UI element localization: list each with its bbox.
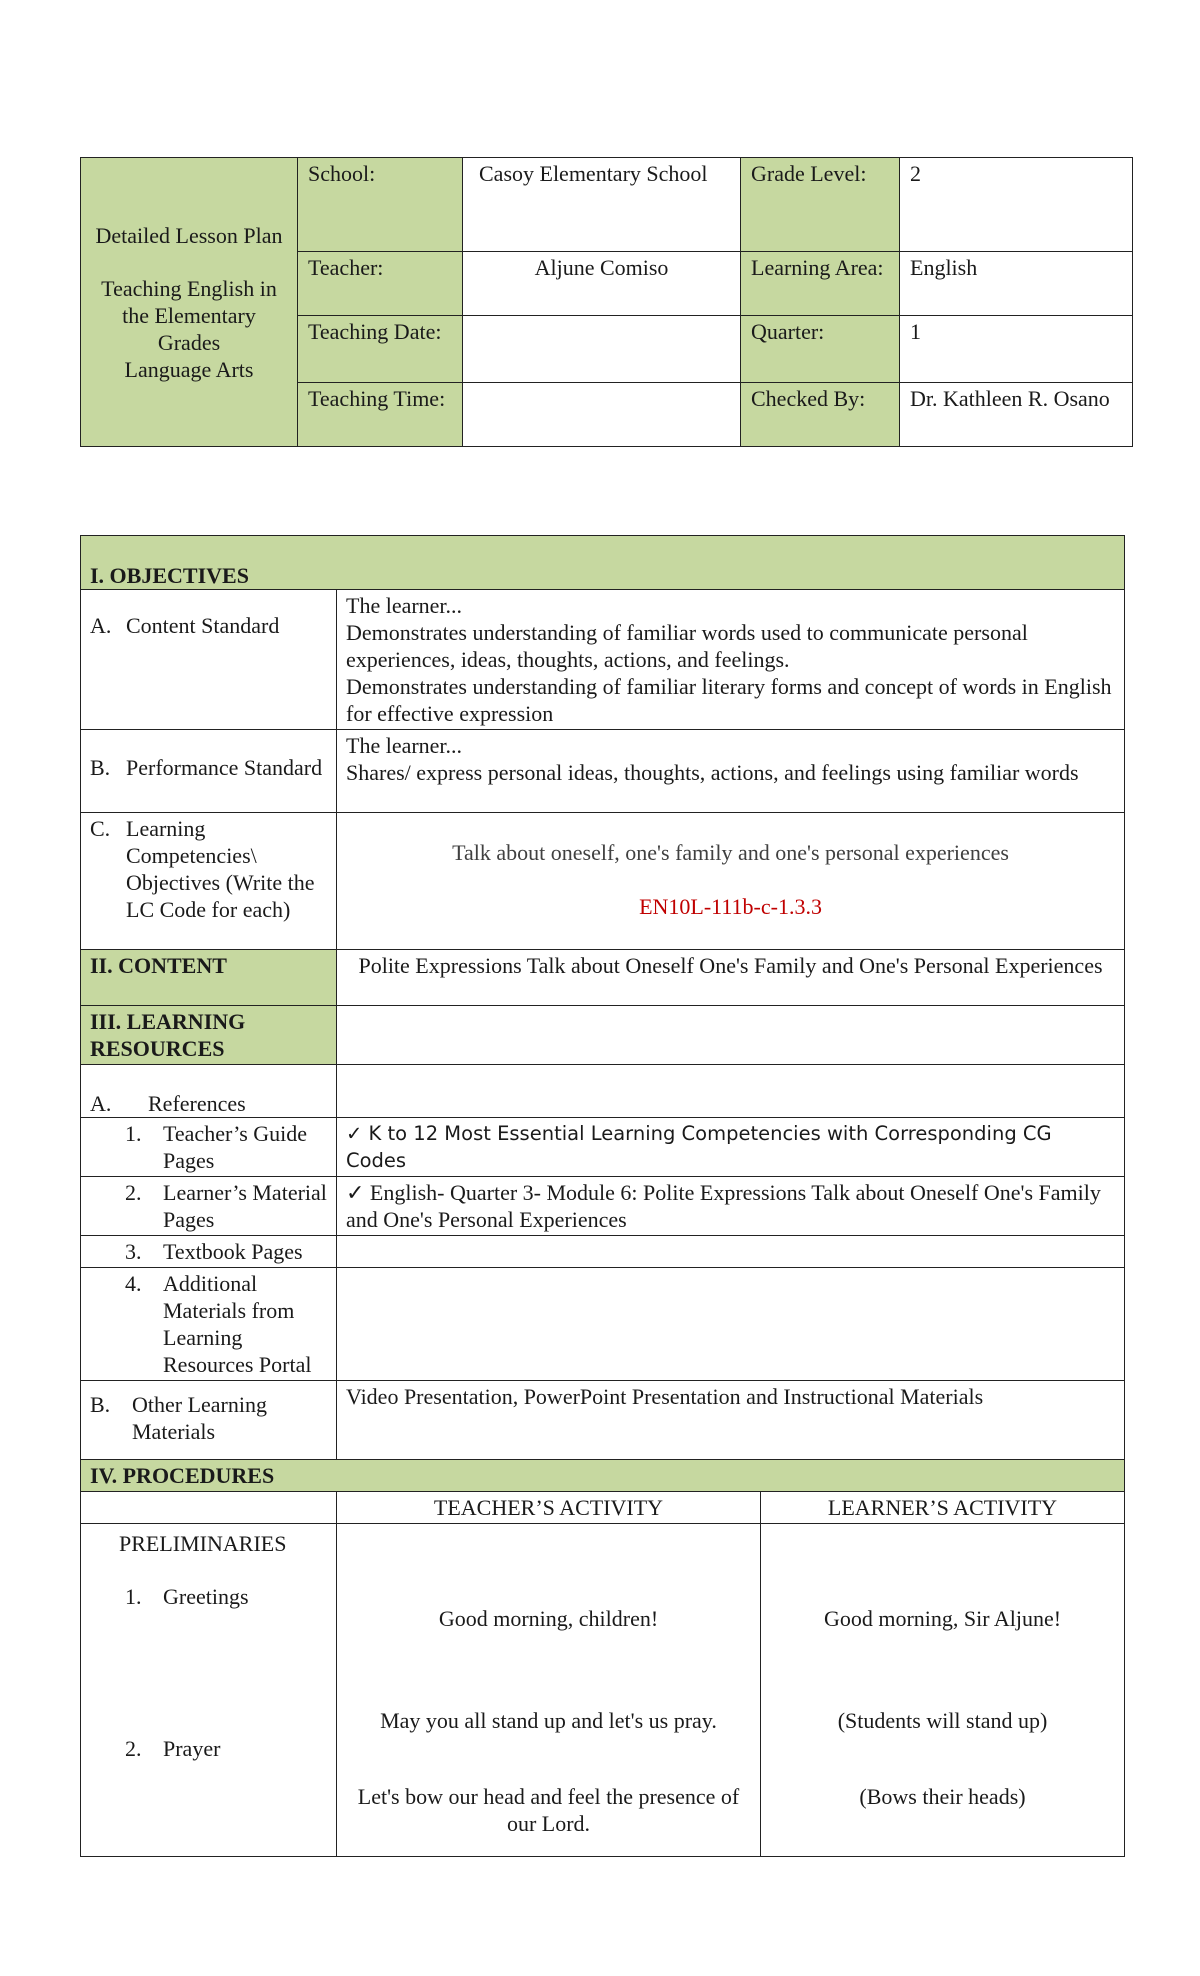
- prayer-label: Prayer: [163, 1736, 221, 1761]
- school-label: School:: [298, 158, 463, 252]
- content-standard-line: Demonstrates understanding of familiar words used to communicate personal experiences, ideas, thoughts, actions, and feelings.: [346, 620, 1028, 672]
- checked-value: Dr. Kathleen R. Osano: [900, 383, 1133, 447]
- quarter-label: Quarter:: [741, 316, 900, 383]
- content-heading: II. CONTENT: [81, 950, 337, 1006]
- plan-subject: Language Arts: [124, 356, 254, 382]
- references-marker: A.: [90, 1091, 112, 1116]
- learner-greeting: Good morning, Sir Aljune!: [823, 1606, 1062, 1631]
- checked-label: Checked By:: [741, 383, 900, 447]
- grade-label: Grade Level:: [741, 158, 900, 252]
- preliminaries-cell: [81, 1524, 337, 1857]
- learner-prayer-1: (Students will stand up): [837, 1708, 1048, 1733]
- content-standard-line: Demonstrates understanding of familiar literary forms and concept of words in English for effective expression: [346, 674, 1112, 726]
- resource-item-label: Teacher’s Guide Pages: [163, 1121, 308, 1173]
- prayer-num: 2.: [125, 1736, 142, 1761]
- resource-item-value: ✓ K to 12 Most Essential Learning Competencies with Corresponding CG Codes: [337, 1118, 1125, 1177]
- time-value: [463, 383, 741, 447]
- competencies-marker: C.: [90, 816, 111, 841]
- procedures-heading: IV. PROCEDURES: [81, 1460, 1125, 1492]
- resource-item-value: ✓ English- Quarter 3- Module 6: Polite Expressions Talk about Oneself One's Family and One's Personal Experiences: [337, 1177, 1125, 1236]
- resource-item: [81, 1177, 337, 1236]
- resource-item-value: [337, 1236, 1125, 1268]
- grade-value: 2: [900, 158, 1133, 252]
- resource-item: [81, 1268, 337, 1381]
- greetings-label: Greetings: [163, 1584, 249, 1609]
- content-standard-marker: A.: [90, 613, 112, 638]
- other-materials-marker: B.: [90, 1392, 111, 1417]
- performance-standard-label-text: Performance Standard: [126, 755, 323, 780]
- competencies-value: [337, 813, 1125, 950]
- learner-activity-cell: [761, 1524, 1125, 1857]
- teacher-activity-header: TEACHER’S ACTIVITY: [337, 1492, 761, 1524]
- competencies-code: EN10L-111b-c-1.3.3: [639, 894, 822, 919]
- resource-item-label: Learner’s Material Pages: [163, 1180, 327, 1232]
- performance-standard-marker: B.: [90, 755, 111, 780]
- teacher-activity-cell: [337, 1524, 761, 1857]
- greetings-step: [90, 1583, 249, 1610]
- learner-prayer-2: (Bows their heads): [859, 1784, 1026, 1809]
- resource-item-num: 3.: [125, 1239, 142, 1264]
- teacher-value: Aljune Comiso: [463, 252, 741, 316]
- teacher-label: Teacher:: [298, 252, 463, 316]
- prayer-step: [90, 1735, 220, 1762]
- teacher-prayer-2: Let's bow our head and feel the presence of our Lord.: [357, 1784, 740, 1836]
- references-label: [81, 1065, 337, 1118]
- plan-title-cell: [81, 158, 298, 447]
- area-value: English: [900, 252, 1133, 316]
- teacher-prayer-1: May you all stand up and let's us pray.: [380, 1708, 717, 1733]
- lesson-header-table: [80, 157, 1133, 447]
- resource-item-num: 1.: [125, 1121, 142, 1146]
- competencies-text: Talk about oneself, one's family and one's personal experiences: [452, 840, 1009, 865]
- resource-item-num: 2.: [125, 1180, 142, 1205]
- time-label: Teaching Time:: [298, 383, 463, 447]
- content-standard-value: [337, 590, 1125, 730]
- other-materials-value: Video Presentation, PowerPoint Presentation and Instructional Materials: [337, 1381, 1125, 1460]
- other-materials-label-text: Other Learning Materials: [132, 1392, 267, 1444]
- references-empty: [337, 1065, 1125, 1118]
- resource-item-label: Additional Materials from Learning Resources Portal: [163, 1271, 312, 1377]
- competencies-label: [81, 813, 337, 950]
- date-value: [463, 316, 741, 383]
- content-standard-label-text: Content Standard: [126, 613, 280, 638]
- performance-standard-value: [337, 730, 1125, 813]
- resource-item-value: [337, 1268, 1125, 1381]
- performance-standard-line: Shares/ express personal ideas, thoughts, actions, and feelings using familiar words: [346, 760, 1079, 785]
- procedures-col-empty: [81, 1492, 337, 1524]
- preliminaries-label: PRELIMINARIES: [119, 1531, 287, 1556]
- resource-item-num: 4.: [125, 1271, 142, 1296]
- resources-heading: III. LEARNING RESOURCES: [81, 1006, 337, 1065]
- other-materials-label: [81, 1381, 337, 1460]
- competencies-label-text: Learning Competencies\ Objectives (Write the LC Code for each): [126, 816, 315, 922]
- lesson-plan-table: [80, 535, 1125, 1857]
- resource-item-label: Textbook Pages: [163, 1239, 303, 1264]
- content-standard-line: The learner...: [346, 593, 463, 618]
- content-standard-label: [81, 590, 337, 730]
- date-label: Teaching Date:: [298, 316, 463, 383]
- resource-item: [81, 1118, 337, 1177]
- learner-activity-header: LEARNER’S ACTIVITY: [761, 1492, 1125, 1524]
- school-value: Casoy Elementary School: [463, 158, 741, 252]
- objectives-heading: I. OBJECTIVES: [81, 536, 1125, 590]
- performance-standard-line: The learner...: [346, 733, 463, 758]
- references-label-text: References: [148, 1091, 246, 1116]
- content-value: Polite Expressions Talk about Oneself One's Family and One's Personal Experiences: [337, 950, 1125, 1006]
- area-label: Learning Area:: [741, 252, 900, 316]
- resource-item: [81, 1236, 337, 1268]
- plan-title: Detailed Lesson Plan: [95, 222, 283, 248]
- resources-heading-empty: [337, 1006, 1125, 1065]
- teacher-greeting: Good morning, children!: [438, 1606, 659, 1631]
- performance-standard-label: [81, 730, 337, 813]
- plan-subtitle: Teaching English in the Elementary Grades: [101, 275, 277, 355]
- greetings-num: 1.: [125, 1584, 142, 1609]
- quarter-value: 1: [900, 316, 1133, 383]
